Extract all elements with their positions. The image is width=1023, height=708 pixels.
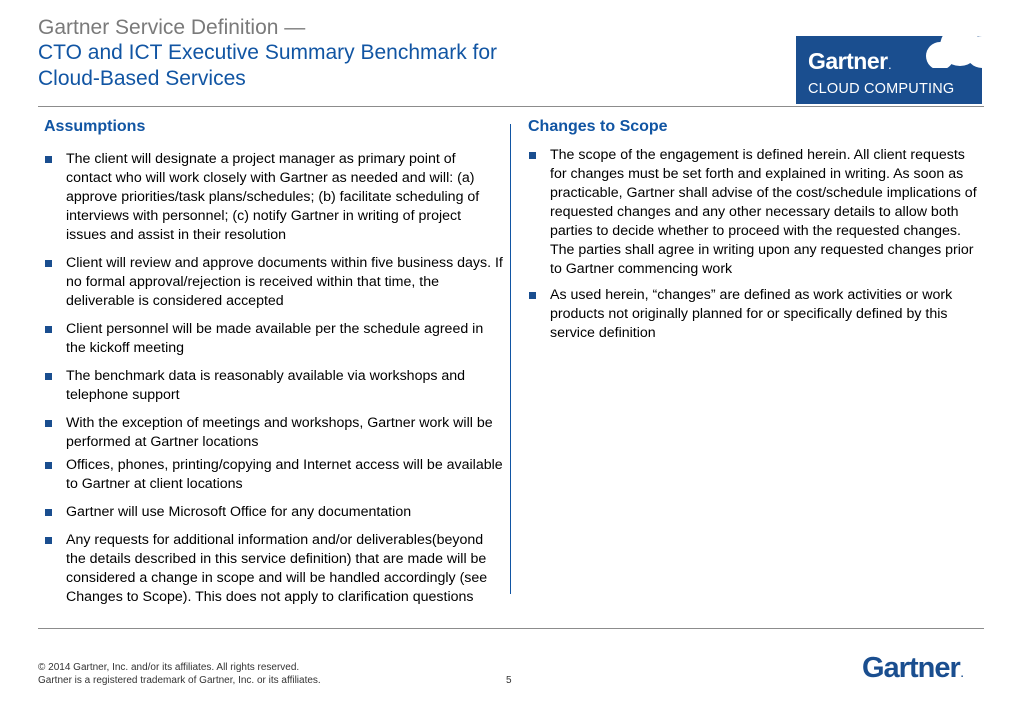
header-divider: [38, 106, 984, 107]
logo-wordmark: Gartner.: [808, 48, 891, 74]
list-item: Offices, phones, printing/copying and Internet access will be available to Gartner at client locations: [44, 456, 504, 494]
assumptions-heading: Assumptions: [44, 118, 146, 135]
list-item: With the exception of meetings and workshops, Gartner work will be performed at Gartner locations: [44, 414, 504, 452]
gartner-cloud-logo: [796, 36, 982, 104]
copyright-line-2: Gartner is a registered trademark of Gartner, Inc. or its affiliates.: [38, 675, 321, 686]
square-bullet-icon: [45, 260, 52, 267]
title-line-3: Cloud-Based Services: [38, 67, 246, 90]
square-bullet-icon: [45, 326, 52, 333]
page-number: 5: [506, 675, 512, 686]
square-bullet-icon: [529, 292, 536, 299]
logo-subtitle: CLOUD COMPUTING: [808, 81, 955, 97]
square-bullet-icon: [529, 152, 536, 159]
page-title: [38, 16, 497, 92]
cloud-icon: [920, 36, 982, 68]
square-bullet-icon: [45, 537, 52, 544]
square-bullet-icon: [45, 462, 52, 469]
copyright-line-1: © 2014 Gartner, Inc. and/or its affiliates. All rights reserved.: [38, 662, 300, 673]
changes-to-scope-heading: Changes to Scope: [528, 118, 668, 135]
assumptions-list: [44, 150, 504, 616]
changes-list: [528, 146, 983, 350]
gartner-logo: Gartner.: [862, 652, 964, 684]
list-item: Client will review and approve documents within five business days. If no formal approval/rejection is received within that time, the deliverable is considered accepted: [44, 254, 504, 311]
footer-divider: [38, 628, 984, 629]
square-bullet-icon: [45, 156, 52, 163]
list-item: As used herein, “changes” are defined as work activities or work products not originally planned for or specifically defined by this service definition: [528, 286, 983, 343]
title-line-2: CTO and ICT Executive Summary Benchmark for: [38, 41, 498, 64]
list-item: Any requests for additional information and/or deliverables(beyond the details described in this service definition) that are made will be considered a change in scope and will be handled accordingly (see Changes to Scope). This does not apply to clarification questions: [44, 531, 504, 607]
list-item: The scope of the engagement is defined herein. All client requests for changes must be set forth and explained in writing. As soon as practicable, Gartner shall advise of the cost/schedule implications of requested changes and any other necessary details to allow both parties to decide whether to proceed with the requested changes. The parties shall agree in writing upon any requested changes prior to Gartner commencing work: [528, 146, 983, 279]
square-bullet-icon: [45, 373, 52, 380]
square-bullet-icon: [45, 509, 52, 516]
list-item: Client personnel will be made available per the schedule agreed in the kickoff meeting: [44, 320, 504, 358]
list-item: The client will designate a project manager as primary point of contact who will work closely with Gartner as needed and will: (a) approve priorities/task plans/schedules; (b) facilitate scheduling of interviews with personnel; (c) notify Gartner in writing of project issues and assist in their resolution: [44, 150, 504, 245]
list-item: Gartner will use Microsoft Office for any documentation: [44, 503, 504, 522]
column-divider: [510, 124, 511, 594]
square-bullet-icon: [45, 420, 52, 427]
list-item: The benchmark data is reasonably available via workshops and telephone support: [44, 367, 504, 405]
copyright-notice: [38, 661, 321, 687]
title-line-1: Gartner Service Definition —: [38, 16, 306, 39]
